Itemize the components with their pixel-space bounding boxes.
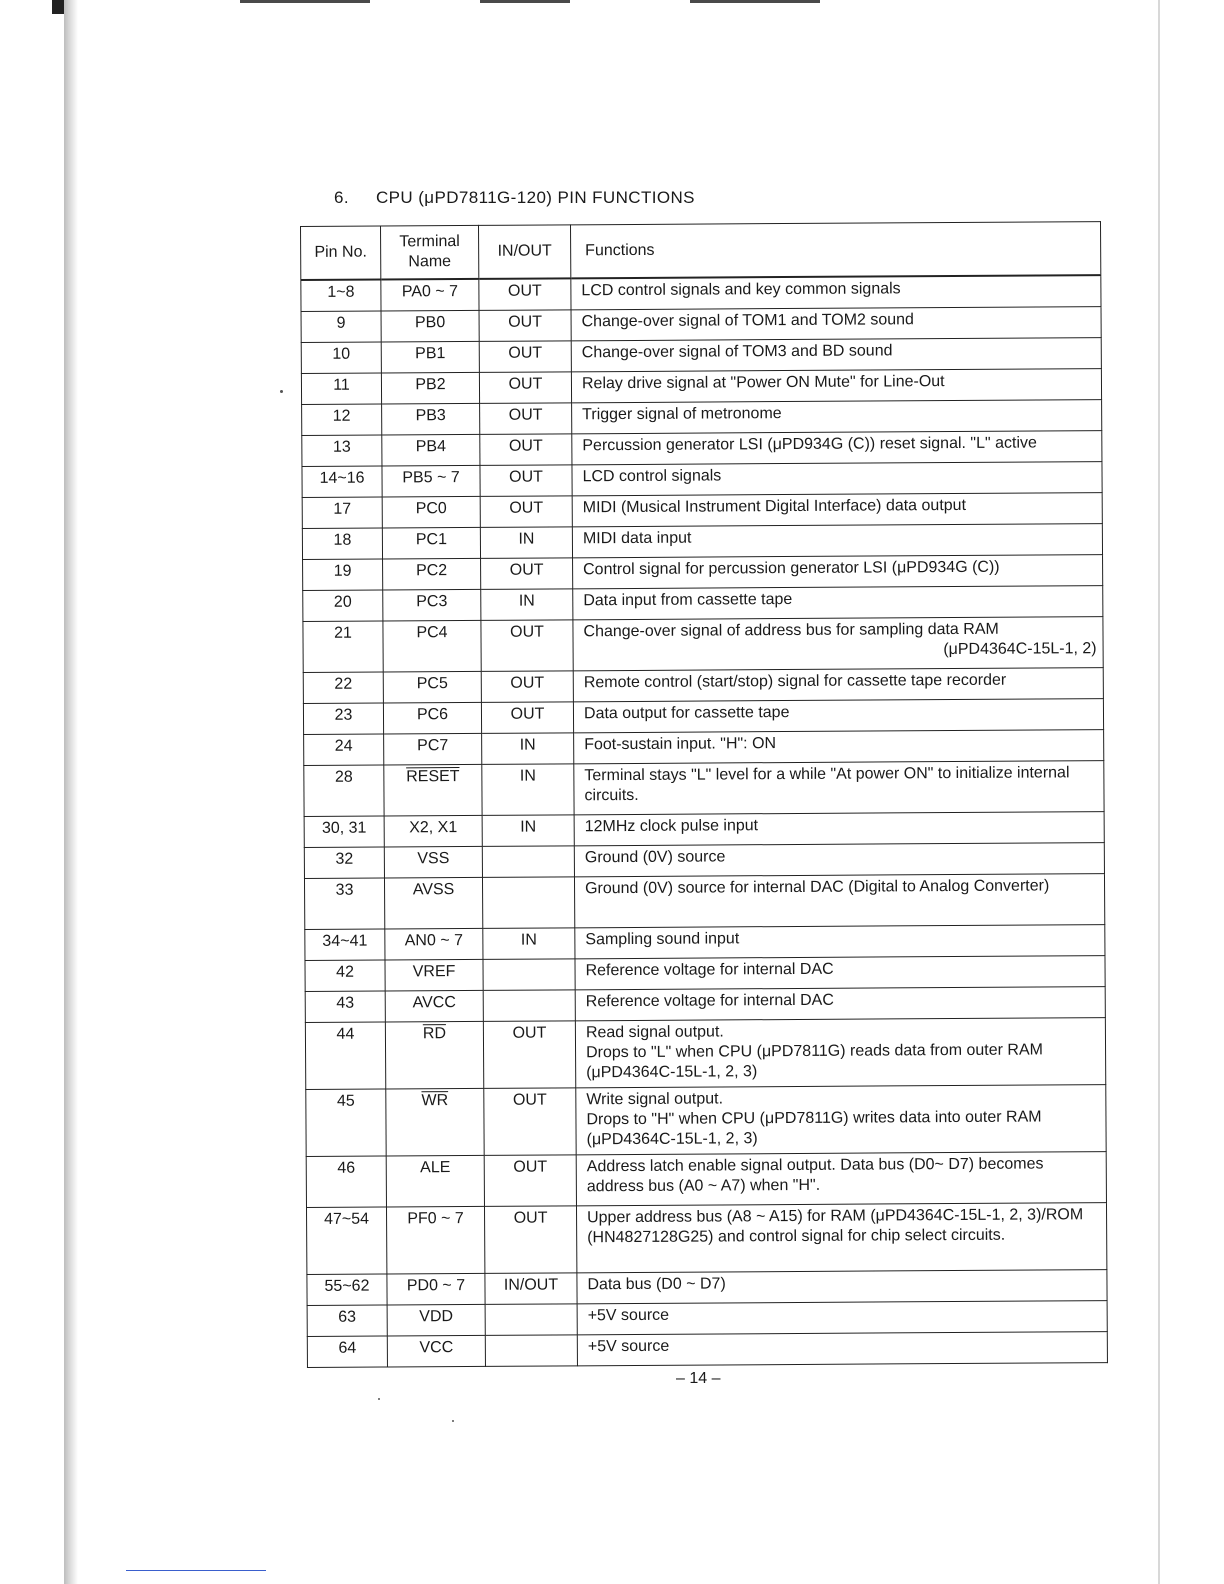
pin-number: 13 [302,435,382,466]
function-description: Sampling sound input [575,925,1105,959]
table-row [302,400,1102,436]
function-description [576,1085,1106,1155]
table-row [301,275,1101,311]
table-row [306,1085,1106,1157]
terminal-name: PF0 ~ 7 [386,1206,484,1274]
scan-speck [378,1398,380,1400]
table-row [307,1301,1107,1337]
pin-number: 24 [304,734,384,765]
terminal-name: ALE [386,1155,484,1207]
table-row [306,1152,1106,1208]
in-out: OUT [479,278,571,310]
table-row [305,925,1105,961]
in-out: IN [481,589,573,621]
table-row [302,462,1102,498]
table-row [304,812,1104,848]
pin-functions-table [300,221,1108,1368]
function-description: 12MHz clock pulse input [574,812,1104,846]
table-row [307,1270,1107,1306]
terminal-name: VDD [387,1304,485,1336]
in-out: IN [482,764,574,816]
in-out: OUT [480,465,572,497]
scan-top-mark [480,0,570,3]
in-out: OUT [481,671,573,703]
scan-top-mark [690,0,820,3]
terminal-name: PC7 [384,733,482,765]
section-title [334,188,695,208]
header-pin-no: Pin No. [301,226,381,280]
function-description: Address latch enable signal output. Data bus (D0~ D7) becomes address bus (A0 ~ A7) when "H". [576,1152,1106,1206]
pin-number: 19 [303,559,383,590]
terminal-name: PC2 [383,558,481,590]
table-row [302,524,1102,560]
pin-number: 28 [304,765,384,816]
scan-speck [280,390,283,393]
rd-terminal-label: $\overline{RD}$ [422,1025,447,1043]
table-row [305,956,1105,992]
terminal-name: PC4 [383,620,481,672]
function-description: MIDI (Musical Instrument Digital Interface) data output [572,493,1102,527]
section-heading: CPU (μPD7811G-120) PIN FUNCTIONS [376,188,695,207]
function-line-continued: Drops to "L" when CPU (μPD7811G) reads data from outer RAM (μPD4364C-15L-1, 2, 3) [586,1041,1044,1082]
terminal-name: PB5 ~ 7 [382,465,480,497]
function-line: Read signal output. [585,1023,724,1042]
function-description: Data bus (D0 ~ D7) [577,1270,1107,1304]
terminal-name: VSS [384,846,482,878]
section-number: 6. [334,188,349,207]
table-header-row [301,222,1101,280]
in-out: OUT [484,1206,576,1274]
function-description: Data input from cassette tape [573,586,1103,620]
pin-number: 20 [303,590,383,621]
terminal-name: PC6 [383,702,481,734]
pin-number: 44 [305,1022,385,1089]
pin-number: 63 [307,1305,387,1336]
in-out [482,846,574,878]
pin-number: 64 [307,1336,387,1367]
table-row [304,843,1104,879]
pin-number: 34~41 [305,929,385,960]
header-in-out: IN/OUT [478,225,570,279]
pin-number: 46 [306,1156,386,1207]
in-out: OUT [484,1088,576,1156]
in-out: OUT [480,403,572,435]
table-row [301,369,1101,405]
function-description: MIDI data input [572,524,1102,558]
table-row [306,1203,1106,1275]
table-row [301,338,1101,374]
function-description: Data output for cassette tape [573,699,1103,733]
scan-left-edge [64,0,78,1584]
pin-number: 33 [304,878,384,929]
terminal-name: PB1 [381,341,479,373]
pin-number: 18 [302,528,382,559]
terminal-name: PA0 ~ 7 [381,279,479,311]
function-description: Ground (0V) source [574,843,1104,877]
scan-speck [452,1420,454,1422]
wr-terminal-label: $\overline{WR}$ [421,1092,449,1110]
pin-number: 12 [302,404,382,435]
terminal-name: PB0 [381,310,479,342]
pin-number: 17 [302,497,382,528]
function-description: Reference voltage for internal DAC [575,987,1105,1021]
function-description: Foot-sustain input. "H": ON [574,730,1104,764]
table-row [304,761,1104,817]
header-functions: Functions [570,222,1100,279]
in-out: OUT [483,1021,575,1089]
pin-number: 32 [304,847,384,878]
table-row [301,307,1101,343]
terminal-name: AVSS [384,877,482,929]
in-out [485,1335,577,1367]
function-description: Change-over signal of TOM3 and BD sound [571,338,1101,372]
function-description: +5V source [577,1332,1107,1366]
scan-top-mark [240,0,370,3]
terminal-name [385,1021,483,1089]
terminal-name: PC5 [383,671,481,703]
reset-terminal-label: RESET [406,768,460,786]
in-out [482,877,574,929]
function-description: Percussion generator LSI (μPD934G (C)) reset signal. "L" active [572,431,1102,465]
function-description: Change-over signal of TOM1 and TOM2 sound [571,307,1101,341]
pin-number: 23 [303,703,383,734]
pin-number: 47~54 [306,1207,386,1274]
pin-number: 30, 31 [304,816,384,847]
table-row [303,617,1103,673]
terminal-name: PC0 [382,496,480,528]
in-out: IN [483,928,575,960]
pin-number: 42 [305,960,385,991]
in-out: OUT [480,434,572,466]
pin-number: 43 [305,991,385,1022]
function-description: Terminal stays "L" level for a while "At power ON" to initialize internal circuits. [574,761,1104,815]
in-out [483,990,575,1022]
terminal-name: PC3 [383,589,481,621]
table-row [303,668,1103,704]
in-out: OUT [481,702,573,734]
pin-number: 1~8 [301,280,381,312]
table-row [302,431,1102,467]
in-out: IN [482,815,574,847]
header-terminal-name: Terminal Name [381,225,479,279]
in-out: OUT [484,1155,576,1207]
table-row [304,730,1104,766]
terminal-name [386,1088,484,1156]
terminal-name: VCC [387,1335,485,1367]
function-line-continued: (μPD4364C-15L-1, 2) [943,640,1097,659]
pin-number: 22 [303,672,383,703]
terminal-name: PB4 [382,434,480,466]
table-row [307,1332,1107,1368]
function-description [575,1018,1105,1088]
terminal-name [384,764,482,816]
function-description: Upper address bus (A8 ~ A15) for RAM (μPD4364C-15L-1, 2, 3)/ROM (HN4827128G25) and control signal for chip select circuits. [576,1203,1106,1273]
in-out: IN/OUT [485,1273,577,1305]
function-description: LCD control signals and key common signals [571,275,1101,310]
in-out [485,1304,577,1336]
terminal-name: PB3 [382,403,480,435]
pin-number: 14~16 [302,466,382,497]
pin-number: 9 [301,311,381,342]
pin-number: 45 [306,1089,386,1156]
function-description: Relay drive signal at "Power ON Mute" for Line-Out [571,369,1101,403]
in-out: IN [480,527,572,559]
terminal-name: VREF [385,959,483,991]
terminal-name: X2, X1 [384,815,482,847]
terminal-name: PC1 [382,527,480,559]
table-row [302,493,1102,529]
table-row [304,874,1104,930]
table-row [303,586,1103,622]
table-row [303,555,1103,591]
function-description: Ground (0V) source for internal DAC (Digital to Analog Converter) [574,874,1104,928]
in-out: OUT [479,310,571,342]
function-description: Trigger signal of metronome [572,400,1102,434]
terminal-name: AVCC [385,990,483,1022]
in-out: OUT [479,341,571,373]
in-out: OUT [481,558,573,590]
function-description: LCD control signals [572,462,1102,496]
function-description: Remote control (start/stop) signal for cassette tape recorder [573,668,1103,702]
table-row [305,987,1105,1023]
table-row [305,1018,1105,1090]
scan-right-edge [1158,0,1160,1584]
terminal-name: AN0 ~ 7 [385,928,483,960]
function-description: Control signal for percussion generator LSI (μPD934G (C)) [573,555,1103,589]
in-out: OUT [479,372,571,404]
terminal-name: PD0 ~ 7 [387,1273,485,1305]
pin-number: 55~62 [307,1274,387,1305]
page-number: – 14 – [676,1370,721,1387]
function-line-continued: Drops to "H" when CPU (μPD7811G) writes data into outer RAM (μPD4364C-15L-1, 2, 3) [586,1108,1042,1149]
in-out: OUT [481,620,573,672]
in-out [483,959,575,991]
function-line: Change-over signal of address bus for sampling data RAM [583,620,999,641]
footer-rule [126,1570,266,1571]
table-row [303,699,1103,735]
pin-number: 21 [303,621,383,672]
pin-number: 11 [301,373,381,404]
function-line: Write signal output. [586,1090,724,1109]
in-out: OUT [480,496,572,528]
function-description: +5V source [577,1301,1107,1335]
in-out: IN [482,733,574,765]
function-description: Reference voltage for internal DAC [575,956,1105,990]
pin-number: 10 [301,342,381,373]
terminal-name: PB2 [381,372,479,404]
function-description [573,617,1103,671]
